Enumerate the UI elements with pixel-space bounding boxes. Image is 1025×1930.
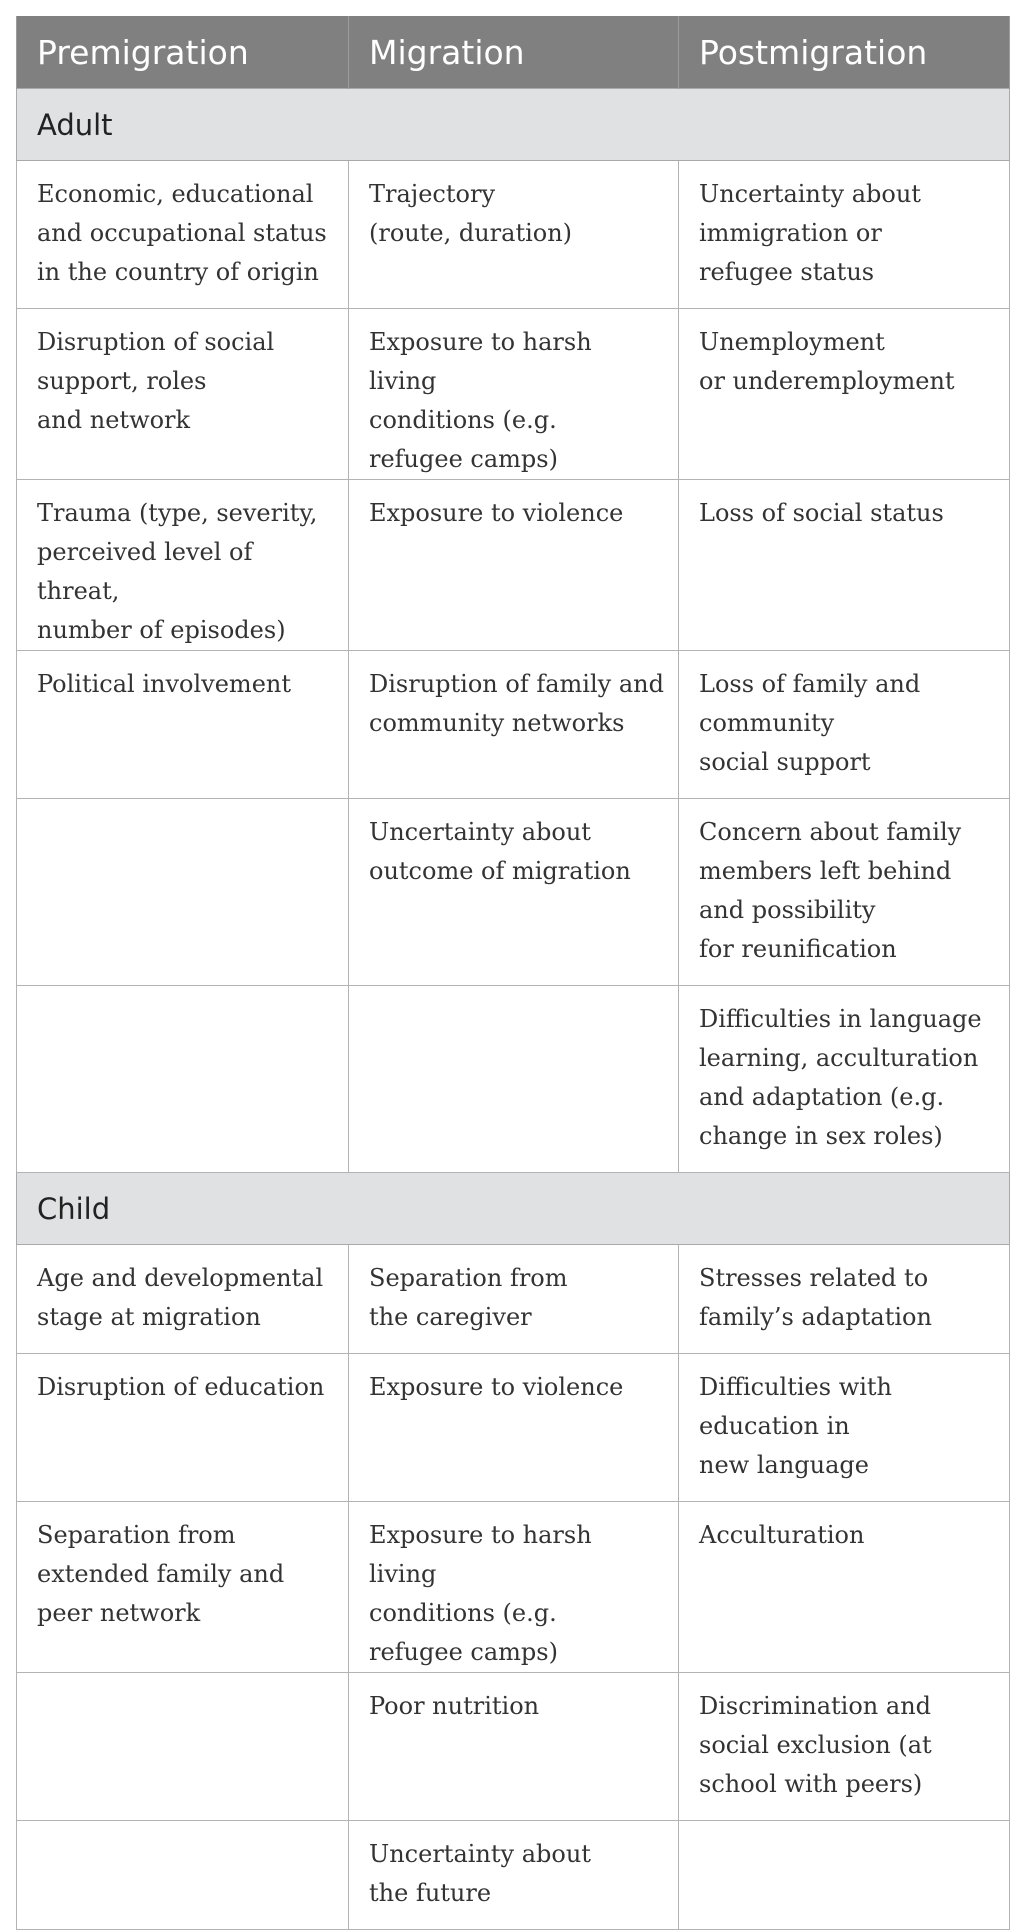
migration-stressors-table [16, 16, 1010, 1930]
migration-cell: Exposure to violence [349, 480, 679, 651]
premigration-cell: Trauma (type, severity, perceived level of threat, number of episodes) [17, 480, 349, 651]
postmigration-cell: Discrimination and social exclusion (at school with peers) [679, 1673, 1010, 1821]
premigration-cell [17, 986, 349, 1173]
table-row [17, 480, 1010, 651]
premigration-cell [17, 1821, 349, 1930]
table-row [17, 309, 1010, 480]
table-row [17, 1821, 1010, 1930]
migration-cell: Trajectory (route, duration) [349, 161, 679, 309]
premigration-cell: Separation from extended family and peer network [17, 1502, 349, 1673]
migration-cell: Poor nutrition [349, 1673, 679, 1821]
postmigration-cell: Loss of family and community social support [679, 651, 1010, 799]
header-premigration: Premigration [17, 16, 349, 89]
postmigration-cell: Loss of social status [679, 480, 1010, 651]
migration-cell: Separation from the caregiver [349, 1245, 679, 1354]
header-row [17, 16, 1010, 89]
postmigration-cell: Difficulties in language learning, acculturation and adaptation (e.g. change in sex roles) [679, 986, 1010, 1173]
section-label: Adult [17, 89, 1010, 161]
postmigration-cell: Stresses related to family’s adaptation [679, 1245, 1010, 1354]
postmigration-cell: Unemployment or underemployment [679, 309, 1010, 480]
header-migration: Migration [349, 16, 679, 89]
postmigration-cell: Difficulties with education in new language [679, 1354, 1010, 1502]
migration-cell: Uncertainty about outcome of migration [349, 799, 679, 986]
table-row [17, 1673, 1010, 1821]
table-row [17, 1354, 1010, 1502]
section-row-adult [17, 89, 1010, 161]
premigration-cell [17, 799, 349, 986]
premigration-cell [17, 1673, 349, 1821]
section-row-child [17, 1173, 1010, 1245]
postmigration-cell [679, 1821, 1010, 1930]
table-row [17, 651, 1010, 799]
premigration-cell: Disruption of education [17, 1354, 349, 1502]
migration-cell: Exposure to violence [349, 1354, 679, 1502]
section-label: Child [17, 1173, 1010, 1245]
migration-cell: Disruption of family and community networks [349, 651, 679, 799]
table-row [17, 1245, 1010, 1354]
premigration-cell: Political involvement [17, 651, 349, 799]
migration-cell: Uncertainty about the future [349, 1821, 679, 1930]
premigration-cell: Economic, educational and occupational status in the country of origin [17, 161, 349, 309]
postmigration-cell: Uncertainty about immigration or refugee status [679, 161, 1010, 309]
header-postmigration: Postmigration [679, 16, 1010, 89]
migration-cell: Exposure to harsh living conditions (e.g. refugee camps) [349, 1502, 679, 1673]
postmigration-cell: Acculturation [679, 1502, 1010, 1673]
migration-cell [349, 986, 679, 1173]
table-row [17, 1502, 1010, 1673]
table-row [17, 161, 1010, 309]
premigration-cell: Age and developmental stage at migration [17, 1245, 349, 1354]
table-row [17, 799, 1010, 986]
migration-cell: Exposure to harsh living conditions (e.g. refugee camps) [349, 309, 679, 480]
premigration-cell: Disruption of social support, roles and network [17, 309, 349, 480]
postmigration-cell: Concern about family members left behind and possibility for reunification [679, 799, 1010, 986]
table-row [17, 986, 1010, 1173]
